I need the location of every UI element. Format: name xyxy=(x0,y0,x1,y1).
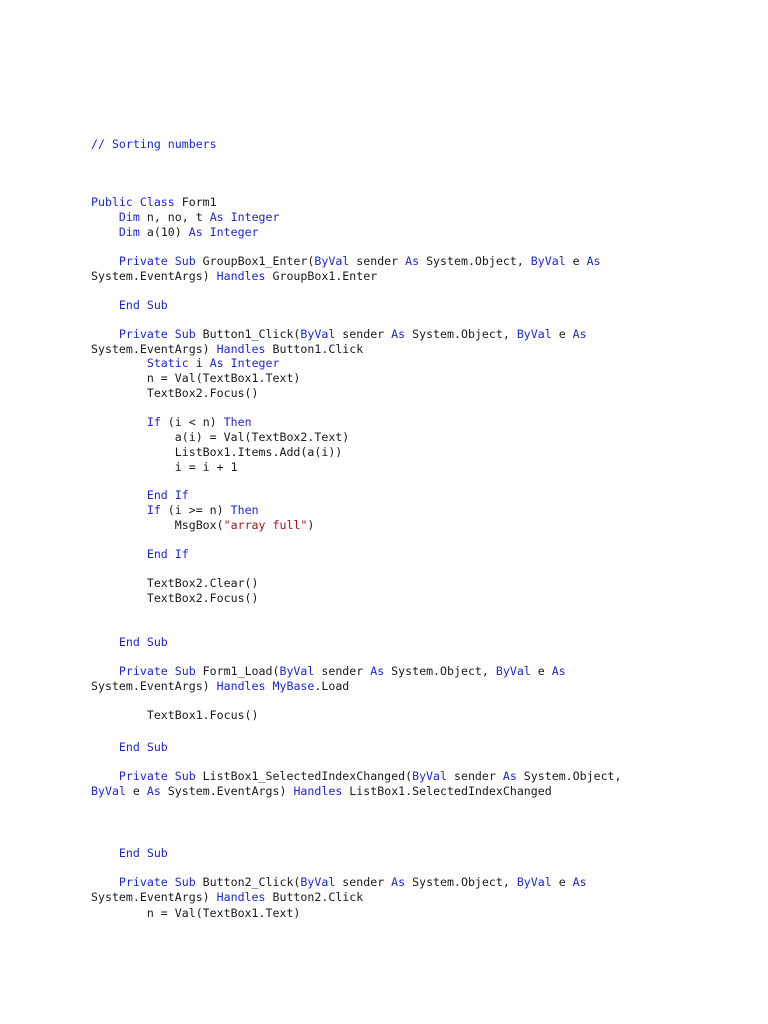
keyword-token: As xyxy=(146,784,161,798)
keyword-token: End If xyxy=(146,547,189,561)
code-line xyxy=(91,708,259,722)
code-line xyxy=(91,547,189,561)
code-token: System.Object, xyxy=(516,769,622,783)
keyword-token: Dim xyxy=(118,225,140,239)
code-token: Button1.Click xyxy=(265,342,364,356)
keyword-token: ByVal xyxy=(300,327,336,341)
code-token: Button2_Click( xyxy=(195,875,301,889)
code-token: TextBox2.Clear() xyxy=(91,576,259,590)
keyword-token: As xyxy=(370,664,385,678)
keyword-token: Private Sub xyxy=(118,664,196,678)
code-token xyxy=(91,225,119,239)
keyword-token: Handles xyxy=(293,784,343,798)
code-token: i xyxy=(188,356,210,370)
string-token: "array full" xyxy=(223,518,308,532)
keyword-token: Then xyxy=(223,415,252,429)
code-token: TextBox2.Focus() xyxy=(91,386,259,400)
code-token xyxy=(91,635,119,649)
code-line xyxy=(91,225,259,239)
code-line xyxy=(91,430,349,444)
code-token: (i >= n) xyxy=(160,503,231,517)
keyword-token: If xyxy=(146,503,161,517)
keyword-token: End Sub xyxy=(118,740,168,754)
code-token xyxy=(91,846,119,860)
code-line xyxy=(91,875,587,889)
keyword-token: ByVal xyxy=(530,254,566,268)
code-token: ListBox1.Items.Add(a(i)) xyxy=(91,445,343,459)
keyword-token: Handles xyxy=(216,679,266,693)
code-line xyxy=(91,503,259,517)
keyword-token: ByVal xyxy=(516,875,552,889)
code-line xyxy=(91,906,300,920)
keyword-token: As xyxy=(502,769,517,783)
code-token xyxy=(91,415,147,429)
code-line xyxy=(91,518,314,532)
code-token: MsgBox( xyxy=(91,518,224,532)
code-token: System.EventArgs) xyxy=(91,269,217,283)
code-token xyxy=(91,664,119,678)
code-line xyxy=(91,327,587,341)
code-token xyxy=(91,254,119,268)
code-line xyxy=(91,342,363,356)
keyword-token: As xyxy=(391,327,406,341)
code-token: System.Object, xyxy=(405,327,517,341)
code-token xyxy=(91,875,119,889)
code-token: sender xyxy=(447,769,503,783)
code-token xyxy=(91,298,119,312)
code-token: System.EventArgs) xyxy=(91,342,217,356)
keyword-token: Private Sub xyxy=(118,875,196,889)
code-token: e xyxy=(125,784,147,798)
code-token: sender xyxy=(349,254,406,268)
code-token: sender xyxy=(314,664,371,678)
code-token: a(10) xyxy=(139,225,189,239)
code-token: (i < n) xyxy=(160,415,224,429)
code-line xyxy=(91,460,238,474)
code-line xyxy=(91,635,168,649)
code-token: Button1_Click( xyxy=(195,327,301,341)
code-token: Form1 xyxy=(174,195,217,209)
code-line xyxy=(91,195,217,209)
code-token: ) xyxy=(307,518,315,532)
code-token: sender xyxy=(335,327,392,341)
keyword-token: Static xyxy=(146,356,189,370)
keyword-token: ByVal xyxy=(412,769,447,783)
keyword-token: Private Sub xyxy=(118,327,196,341)
code-token: ListBox1.SelectedIndexChanged xyxy=(342,784,552,798)
code-line xyxy=(91,445,342,459)
keyword-token: Public Class xyxy=(91,195,175,209)
keyword-token: As xyxy=(391,875,406,889)
keyword-token: End Sub xyxy=(118,298,168,312)
code-token: n, no, t xyxy=(139,210,210,224)
keyword-token: As Integer xyxy=(209,356,280,370)
keyword-token: Handles xyxy=(216,342,266,356)
code-token: Form1_Load( xyxy=(195,664,280,678)
code-token: sender xyxy=(335,875,392,889)
code-token: System.EventArgs) xyxy=(91,890,217,904)
code-line xyxy=(91,769,622,783)
keyword-token: End If xyxy=(146,488,189,502)
code-token: TextBox1.Focus() xyxy=(91,708,259,722)
code-line xyxy=(91,576,259,590)
keyword-token: As xyxy=(586,254,601,268)
code-token: e xyxy=(530,664,552,678)
code-token xyxy=(91,327,119,341)
code-token: TextBox2.Focus() xyxy=(91,591,259,605)
keyword-token: End Sub xyxy=(118,846,168,860)
code-token: GroupBox1.Enter xyxy=(265,269,378,283)
keyword-token: Private Sub xyxy=(118,254,196,268)
code-token xyxy=(91,356,147,370)
keyword-token: Handles xyxy=(216,890,266,904)
code-line xyxy=(91,415,252,429)
code-line xyxy=(91,371,300,385)
keyword-token: ByVal xyxy=(516,327,552,341)
code-token: e xyxy=(565,254,587,268)
keyword-token: ByVal xyxy=(91,784,126,798)
code-token xyxy=(91,740,119,754)
code-token: System.Object, xyxy=(384,664,496,678)
keyword-token: As Integer xyxy=(188,225,259,239)
keyword-token: If xyxy=(146,415,161,429)
keyword-token: MyBase xyxy=(272,679,315,693)
code-line xyxy=(91,846,168,860)
code-token xyxy=(266,679,273,693)
code-token: System.EventArgs) xyxy=(160,784,294,798)
code-token: e xyxy=(551,327,573,341)
code-token: GroupBox1_Enter( xyxy=(195,254,315,268)
code-token xyxy=(91,488,147,502)
keyword-token: As Integer xyxy=(209,210,280,224)
code-line xyxy=(91,784,552,798)
code-token: n = Val(TextBox1.Text) xyxy=(91,906,301,920)
code-line xyxy=(91,740,168,754)
keyword-token: ByVal xyxy=(279,664,315,678)
keyword-token: End Sub xyxy=(118,635,168,649)
code-line xyxy=(91,356,280,370)
code-token xyxy=(91,547,147,561)
code-token: ListBox1_SelectedIndexChanged( xyxy=(195,769,413,783)
code-token: .Load xyxy=(314,679,350,693)
code-line xyxy=(91,254,601,268)
code-token xyxy=(91,210,119,224)
keyword-token: As xyxy=(551,664,566,678)
keyword-token: ByVal xyxy=(314,254,350,268)
code-token: System.EventArgs) xyxy=(91,679,217,693)
code-token: System.Object, xyxy=(405,875,517,889)
code-token xyxy=(91,769,119,783)
keyword-token: As xyxy=(405,254,420,268)
code-token: Button2.Click xyxy=(265,890,364,904)
keyword-token: Then xyxy=(230,503,259,517)
code-line xyxy=(91,679,349,693)
code-line xyxy=(91,386,259,400)
code-line xyxy=(91,269,377,283)
keyword-token: As xyxy=(572,327,587,341)
code-line xyxy=(91,664,566,678)
keyword-token: Dim xyxy=(118,210,140,224)
keyword-token: Handles xyxy=(216,269,266,283)
code-token: n = Val(TextBox1.Text) xyxy=(91,371,301,385)
keyword-token: Private Sub xyxy=(118,769,196,783)
comment-line: // Sorting numbers xyxy=(91,137,217,151)
code-token xyxy=(91,503,147,517)
code-line xyxy=(91,591,259,605)
keyword-token: As xyxy=(572,875,587,889)
code-line xyxy=(91,488,189,502)
keyword-token: ByVal xyxy=(495,664,531,678)
keyword-token: ByVal xyxy=(300,875,336,889)
code-token: a(i) = Val(TextBox2.Text) xyxy=(91,430,350,444)
code-token: i = i + 1 xyxy=(91,460,238,474)
code-line xyxy=(91,890,363,904)
code-line xyxy=(91,298,168,312)
code-line xyxy=(91,210,280,224)
code-token: System.Object, xyxy=(419,254,531,268)
code-token: e xyxy=(551,875,573,889)
